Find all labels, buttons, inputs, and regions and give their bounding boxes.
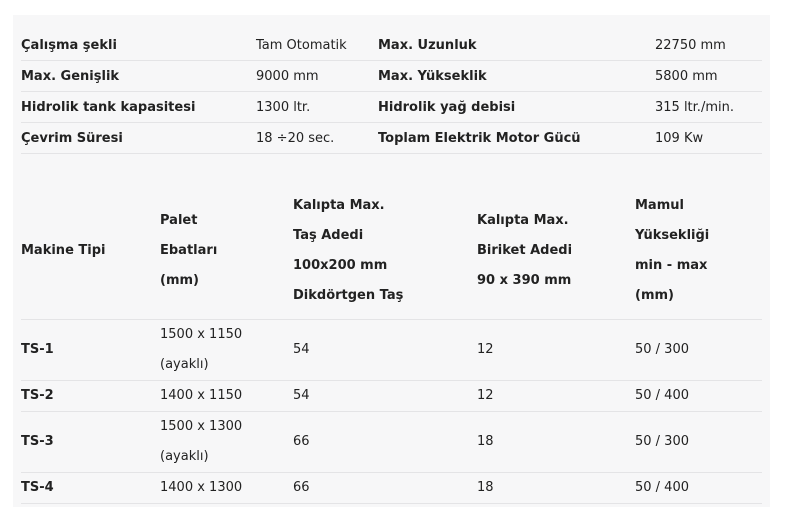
- stones-cell: 66: [293, 473, 477, 504]
- spec-row: [21, 123, 762, 154]
- header-height: Mamul Yüksekliği min - max (mm): [635, 183, 762, 320]
- machine-table: [21, 183, 762, 504]
- stones-cell: 66: [293, 412, 477, 473]
- table-row: [21, 412, 762, 473]
- spec-row: [21, 61, 762, 92]
- table-row: [21, 320, 762, 381]
- blocks-cell: 12: [477, 320, 635, 381]
- blocks-cell: 18: [477, 412, 635, 473]
- model-cell: TS-2: [21, 381, 160, 412]
- table-row: [21, 381, 762, 412]
- spec-value: 9000 mm: [256, 61, 378, 92]
- machine-table-header: [21, 183, 762, 320]
- pallet-cell: 1400 x 1150: [160, 381, 293, 412]
- pallet-cell: 1500 x 1300 (ayaklı): [160, 412, 293, 473]
- spec-value: 1300 ltr.: [256, 92, 378, 123]
- spec-label: Çevrim Süresi: [21, 123, 256, 154]
- height-cell: 50 / 400: [635, 381, 762, 412]
- pallet-cell: 1400 x 1300: [160, 473, 293, 504]
- model-cell: TS-3: [21, 412, 160, 473]
- spec-label: Hidrolik tank kapasitesi: [21, 92, 256, 123]
- spec-label: Max. Uzunluk: [378, 30, 655, 61]
- spec-label: Çalışma şekli: [21, 30, 256, 61]
- height-cell: 50 / 300: [635, 320, 762, 381]
- blocks-cell: 18: [477, 473, 635, 504]
- spec-value: 18 ÷20 sec.: [256, 123, 378, 154]
- spec-label: Toplam Elektrik Motor Gücü: [378, 123, 655, 154]
- stones-cell: 54: [293, 320, 477, 381]
- spec-label: Max. Genişlik: [21, 61, 256, 92]
- pallet-cell: 1500 x 1150 (ayaklı): [160, 320, 293, 381]
- height-cell: 50 / 400: [635, 473, 762, 504]
- table-row: [21, 473, 762, 504]
- model-cell: TS-4: [21, 473, 160, 504]
- spec-label: Max. Yükseklik: [378, 61, 655, 92]
- blocks-cell: 12: [477, 381, 635, 412]
- header-blocks: Kalıpta Max. Biriket Adedi 90 x 390 mm: [477, 183, 635, 320]
- spec-value: 315 ltr./min.: [655, 92, 762, 123]
- stones-cell: 54: [293, 381, 477, 412]
- height-cell: 50 / 300: [635, 412, 762, 473]
- spec-value: 22750 mm: [655, 30, 762, 61]
- spec-row: [21, 30, 762, 61]
- spec-label: Hidrolik yağ debisi: [378, 92, 655, 123]
- spec-panel: [13, 15, 770, 507]
- spec-value: 109 Kw: [655, 123, 762, 154]
- spec-row: [21, 92, 762, 123]
- model-cell: TS-1: [21, 320, 160, 381]
- header-model: Makine Tipi: [21, 183, 160, 320]
- header-pallet: Palet Ebatları (mm): [160, 183, 293, 320]
- header-stones: Kalıpta Max. Taş Adedi 100x200 mm Dikdörtgen Taş: [293, 183, 477, 320]
- spec-value: 5800 mm: [655, 61, 762, 92]
- spec-value: Tam Otomatik: [256, 30, 378, 61]
- spec-table: [21, 30, 762, 154]
